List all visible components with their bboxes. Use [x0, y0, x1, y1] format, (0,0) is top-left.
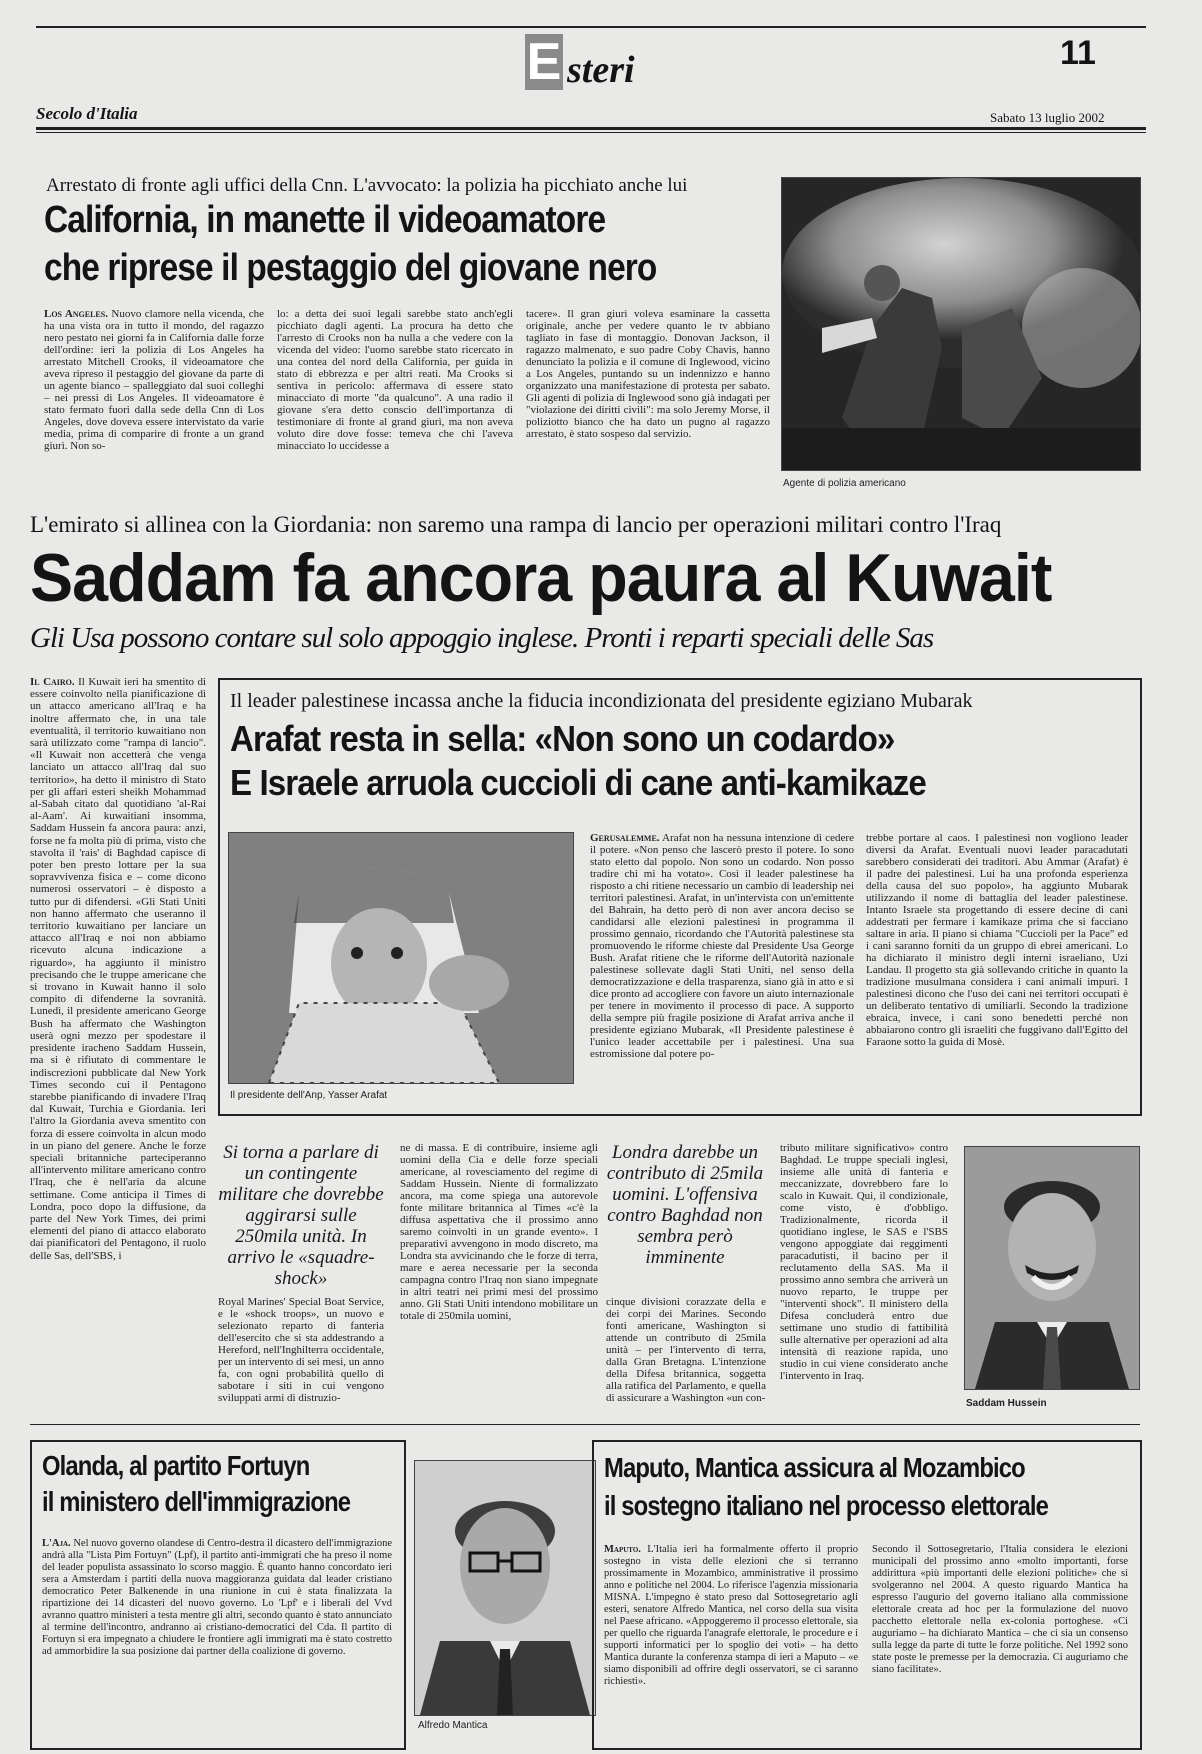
kuwait-col-left — [30, 676, 206, 1412]
california-dateline: Los Angeles. — [44, 308, 108, 320]
arafat-col-2: trebbe portare al caos. I palestinesi non vogliono leader diversi da Arafat. Eventuali nuovi leader paracadutati sarebbero considerati dei traditori. Abu Ammar (Arafat) è il padre dei palestinesi. Lui ha una profonda esperienza della causa del suo popolo», ha aggiunto Mubarak utilizzando il nome di battaglia del leader palestinese. Intanto Israele sta progettando di essere decine di cani addestrati per fermare i kamikaze prima che si facciano saltare in aria. Il piano si chiama "Cuccioli per la Pace" ed i cani saranno forniti da un gruppo di ebrei americani. Lo ha dichiarato il ministro degli interni israeliano, Uzi Landau. Il progetto sta già sollevando critiche in quanto la tradizione musulmana considera i cani animali impuri. I palestinesi dicono che l'uso dei cani nei territori occupati è un deliberato tentativo di umiliarli. Secondo la tradizione ebraica, invece, i cani sono benedetti perché non abbaiarono contro gli israeliti che fuggivano dall'Egitto del Faraone sotto la guida di Mosè. — [866, 832, 1128, 1048]
masthead-rule — [36, 127, 1146, 130]
police-photo-caption: Agente di polizia americano — [783, 478, 906, 489]
maputo-col-1-text: L'Italia ieri ha formalmente offerto il proprio sostegno in vista delle elezioni che si terranno prossimamente in Mozambico, amministrative il prossimo anno e politiche nel 2004. Lo riferisce l'agenzia missionaria MISNA. L'impegno è stato preso dal Sottosegretario agli esteri, senatore Alfredo Mantica, nel corso della sua visita nel Paese africano. «Appoggeremo il processo elettorale, sia per quello che riguarda l'anagrafe elettorale, le procedure e i supporti informatici per lo spoglio dei voti» – ha detto Mantica durante la conferenza stampa di ieri a Maputo – «e siamo disponibili ad offrire degli osservatori, se ci saranno richiesti». — [604, 1544, 858, 1687]
kuwait-pull-quote-2: Londra darebbe un contributo di 25mila uomini. L'offensiva contro Baghdad non sembra però imminente — [606, 1142, 764, 1268]
olanda-headline-1: Olanda, al partito Fortuyn — [42, 1450, 310, 1481]
mantica-photo-image — [415, 1461, 595, 1715]
police-photo — [781, 177, 1141, 471]
masthead-rule-thin — [36, 132, 1146, 133]
kuwait-pull-quote-1: Si torna a parlare di un contingente militare che dovrebbe aggirarsi sulle 250mila unità. In arrivo le «squadre-shock» — [218, 1142, 384, 1289]
arafat-photo-image — [229, 833, 573, 1083]
kuwait-col-c: ne di massa. E di contribuire, insieme agli uomini della Cia e delle forze speciali americane, al rovesciamento del regime di Saddam Hussein. Niente di formalizzato ancora, ma come spiega una autorevole fonte militare britannica al Times «c'è la diffusa aspettativa che il prossimo anno saremo coinvolti in un grande evento». I preparativi avvengono in modo discreto, ma Londra sta avvicinando che le forze di terra, mare e aerea necessarie per la seconda campagna contro l'Iraq non siano impegnate in altri teatri nei primi mesi del prossimo anno. Gli Stati Uniti intendono mobilitare un totale di 250mila uomini, — [400, 1142, 598, 1322]
california-col-1 — [44, 308, 264, 488]
olanda-dateline: L'Aja. — [42, 1538, 71, 1549]
kuwait-kicker: L'emirato si allinea con la Giordania: non saremo una rampa di lancio per operazioni militari contro l'Iraq — [30, 512, 1002, 537]
maputo-col-2: Secondo il Sottosegretario, l'Italia considera le elezioni municipali del prossimo anno «molto importanti, forse addirittura «più importanti delle elezioni politiche» che si svolgeranno nel 2004. A questo riguardo Mantica ha espresso l'augurio del governo italiano alla commissione elettorale creata ad hoc per la formulazione del nuovo pacchetto elettorale nella ex-colonia portoghese. «Ci auguriamo – ha dichiarato Mantica – che ci sia un consenso sulla legge da parte di tutte le forze politiche. Nel 1992 sono state poste le premesse per la democrazia. Ci auguriamo che siano facilitate». — [872, 1544, 1128, 1675]
issue-date: Sabato 13 luglio 2002 — [990, 110, 1105, 125]
saddam-photo-image — [965, 1147, 1139, 1389]
arafat-kicker: Il leader palestinese incassa anche la fiducia incondizionata del presidente egiziano Mubarak — [230, 690, 973, 712]
california-col-3: tacere». Il gran giurì voleva esaminare la cassetta originale, anche per vedere quanto le tv abbiano tagliato in fase di montaggio. Donovan Jackson, il ragazzo malmenato, e suo padre Coby Chavis, hanno denunciato la polizia e il comune di Inglewood, vicino a Los Angeles, puntando su un indennizzo e hanno organizzato una manifestazione di protesta per sabato. Gli agenti di polizia di Inglewood sono già indagati per "violazione dei diritti civili": ma solo Jeremy Morse, il poliziotto bianco che ha dato un pugno al ragazzo arrestato, è stato sospeso dal servizio. — [526, 308, 770, 440]
bottom-rule — [30, 1424, 1140, 1425]
california-headline-2: che riprese il pestaggio del giovane nero — [44, 247, 657, 289]
page-number: 11 — [1060, 34, 1096, 72]
maputo-headline-1: Maputo, Mantica assicura al Mozambico — [604, 1452, 1025, 1483]
kuwait-col-left-text: Il Kuwait ieri ha smentito di essere coinvolto nella pianificazione di un attacco americano all'Iraq e ha inoltre affermato che, in una tale eventualità, il territorio kuwaitiano non sarà utilizzato come "rampa di lancio". «Il Kuwait non accetterà che venga lanciato un attacco all'Iraq dal suo territorio», ha detto il ministro di Stato per gli affari esteri sheikh Mohammad al-Sabah citato dal quotidiano 'al-Rai al-Aam'. Ai kuwaitiani insomma, Saddam Hussein fa ancora paura: anzi, forse ne fa molta più di prima, visto che stavolta il 'rais' di Baghdad capisce di poter ben presto lottare per la sua sopravvivenza fisica e – come dicono numerosi osservatori – è disposto a tutto pur di difendersi. «Gli Stati Uniti non hanno affermato che useranno il territorio kuwaitiano per lanciare un attacco all'Iraq e noi non abbiamo ricevuto alcuna indicazione a riguardo», ha aggiunto il ministro precisando che le truppe americane che si trovano in Kuwait hanno il solo compito di difenderne la sovranità. Lunedì, il presidente americano George Bush ha affermato che Washington userà ogni mezzo per spodestare il presidente iracheno Saddam Hussein, ma si è rifiutato di commentare le indiscrezioni pubblicate dal New York Times secondo cui il Pentagono starebbe pianificando di invadere l'Iraq dal Kuwait, Turchia e Giordania. Ieri l'altro la Giordania aveva smentito con forza di essere coinvolta in alcun modo in un piano del genere. Anche le forze speciali britanniche parteciperanno all'intervento militare americano contro l'Iraq, che è nell'aria da alcune settimane. Come anticipa il Times di Londra, poco dopo la diffusione, da parte del New York Times, dei primi elementi del piano di attacco elaborato dai pianificatori del Pentagono, il ruolo delle Sas, dell'SBS, i — [30, 676, 206, 1262]
california-kicker: Arrestato di fronte agli uffici della Cnn. L'avvocato: la polizia ha picchiato anche lui — [46, 175, 688, 196]
saddam-photo-caption: Saddam Hussein — [966, 1398, 1047, 1409]
kuwait-col-d: cinque divisioni corazzate della e dei corpi dei Marines. Secondo fonti americane, Washington si attende un contributo di 25mila unità – per l'intervento di terra, dalla Gran Bretagna. L'intenzione della Difesa britannica, soggetta alla ratifica del Parlamento, e quella di assicurare a Washington «un con- — [606, 1296, 766, 1404]
arafat-dateline: Gerusalemme. — [590, 832, 660, 844]
maputo-col-1 — [604, 1544, 858, 1738]
arafat-col-1 — [590, 832, 854, 1100]
arafat-headline-1: Arafat resta in sella: «Non sono un codardo» — [230, 718, 895, 759]
california-headline-1: California, in manette il videoamatore — [44, 199, 606, 241]
olanda-body-text: Nel nuovo governo olandese di Centro-destra il dicastero dell'immigrazione andrà alla "Lista Pim Fortuyn" (Lpf), il partito anti-immigrati che ha preso il nome del leader populista assassinato lo scorso maggio. È quanto hanno concordato ieri sera a Amsterdam i partiti della nuova maggioranza guidata dal leader cristiano democratico Peter Balkenende in una riunione in cui è stata finalizzata la ripartizione dei 14 dicasteri del nuovo governo. Lo 'Lpf' e i liberali del Vvd avranno quattro ministeri a testa mentre gli altri, secondo quanto è stato annunciato al termine dell'incontro, andranno ai cristiano-democratici del Cda. Il partito di Fortuyn si era impegnato a chiudere le frontiere agli immigrati ma è stato costretto ad ammorbidire la sua posizione dai partner della coalizione di governo. — [42, 1538, 392, 1657]
kuwait-col-b: Royal Marines' Special Boat Service, e le «shock troops», un nuovo e selezionato reparto di fanteria dell'esercito che si sta addestrando a Hereford, nell'Inghilterra occidentale, per un intervento di sei mesi, un anno fa, con ogni probabilità quello di sabotare i siti in cui vengono sviluppati armi di distruzio- — [218, 1296, 384, 1404]
olanda-body — [42, 1538, 392, 1738]
kuwait-subhead: Gli Usa possono contare sul solo appoggio inglese. Pronti i reparti speciali delle Sas — [30, 622, 934, 654]
paper-name: Secolo d'Italia — [36, 104, 138, 123]
mantica-photo — [414, 1460, 596, 1716]
mantica-photo-caption: Alfredo Mantica — [418, 1720, 488, 1731]
california-col-1-text: Nuovo clamore nella vicenda, che ha una vista ora in tutto il mondo, del ragazzo nero pestato nei giorni fa in California dalle forze dell'ordine: ieri la polizia di Los Angeles ha arrestato Mitchell Crooks, il videoamatore che aveva ripreso il pestaggio del giovane da parte di un agente bianco – spalleggiato dal suoi colleghi – nei pressi di Los Angeles. Il videoamatore è stato fermato fuori dalla sede della Cnn di Los Angeles, dove doveva essere intervistato da varie media, prima di comparire di fronte a un grand giurì. Non so- — [44, 308, 264, 452]
olanda-headline-2: il ministero dell'immigrazione — [42, 1486, 351, 1517]
kuwait-headline: Saddam fa ancora paura al Kuwait — [30, 540, 1052, 616]
maputo-dateline: Maputo. — [604, 1544, 641, 1555]
arafat-headline-2: E Israele arruola cuccioli di cane anti-kamikaze — [230, 762, 926, 803]
kuwait-col-e: tributo militare significativo» contro Baghdad. Le truppe speciali inglesi, insieme alle unità di fanteria e meccanizzate, dovrebbero fare lo scalo in Kuwait. Qui, il condizionale, come visto, è d'obbligo. Tradizionalmente, ricorda il quotidiano inglese, le SAS e l'SBS vengono appoggiate dai reggimenti paracadutisti, il bacino per il reclutamento della SAS. Ma il prossimo anno sembra che arriverà un nuovo reparto, le truppe per "interventi shock". Il ministero della Difesa concluderà entro due settimane uno studio di fattibilità sulle alternative per operazioni ad alta intensità di reazione rapida, uno studio in cui viene considerato anche l'intervento in Iraq. — [780, 1142, 948, 1382]
top-rule — [36, 26, 1146, 28]
saddam-photo — [964, 1146, 1140, 1390]
section-name: steri — [567, 49, 635, 91]
section-letter: E — [526, 33, 562, 91]
arafat-photo-caption: Il presidente dell'Anp, Yasser Arafat — [230, 1090, 388, 1101]
kuwait-dateline: Il Cairo. — [30, 676, 75, 688]
police-photo-image — [782, 178, 1140, 470]
maputo-headline-2: il sostegno italiano nel processo elettorale — [604, 1490, 1049, 1521]
california-col-2: lo: a detta dei suoi legali sarebbe stato anch'egli picchiato dagli agenti. La procura ha detto che l'arresto di Crooks non ha nulla a che vedere con la vicenda del video: l'uomo sarebbe stato ricercato in una contea del nord della California, per guida in stato di ebbrezza e per altri reati. Ma Crooks si sentiva in pericolo: affermava di essere stato minacciato di morte "da qualcuno". A una radio il giovane s'era detto conscio dell'importanza di testimoniare di fronte al grand giurì, ma non aveva voluto dire dove fosse: temeva che chi l'aveva minacciato lo uccidesse a — [277, 308, 513, 452]
arafat-col-1-text: Arafat non ha nessuna intenzione di cedere il potere. «Non penso che lascerò presto il potere. Io sono stato eletto dal popolo. Non sono un codardo. Non posso tradire chi mi ha votato». Così il leader palestinese ha risposto a chi ritiene necessario un cambio di leadership nei territori palestinesi. Arafat, in un'intervista con un'emittente del Bahrain, ha detto però di non aver ancora deciso se candidarsi alle elezioni palestinesi in programma il prossimo gennaio, ricordando che l'Autorità palestinese sta promuovendo le riforme chieste dal Presidente Usa George Bush. Arafat ritiene che le riforme dell'Autorità nazionale palestinese sollevate dagli Stati Uniti, nel senso della democratizzazione e della trasparenza, siano già in atto e si dice pronto ad accogliere con favore un aiuto internazionale per tenere in movimento il processo di pace. A supporto della sempre più fragile posizione di Arafat arriva anche il presidente egiziano Mubarak, «Il Presidente palestinese è l'unico leader accettabile per i palestinesi. Una sua estromissione dal potere po- — [590, 832, 854, 1060]
arafat-photo — [228, 832, 574, 1084]
